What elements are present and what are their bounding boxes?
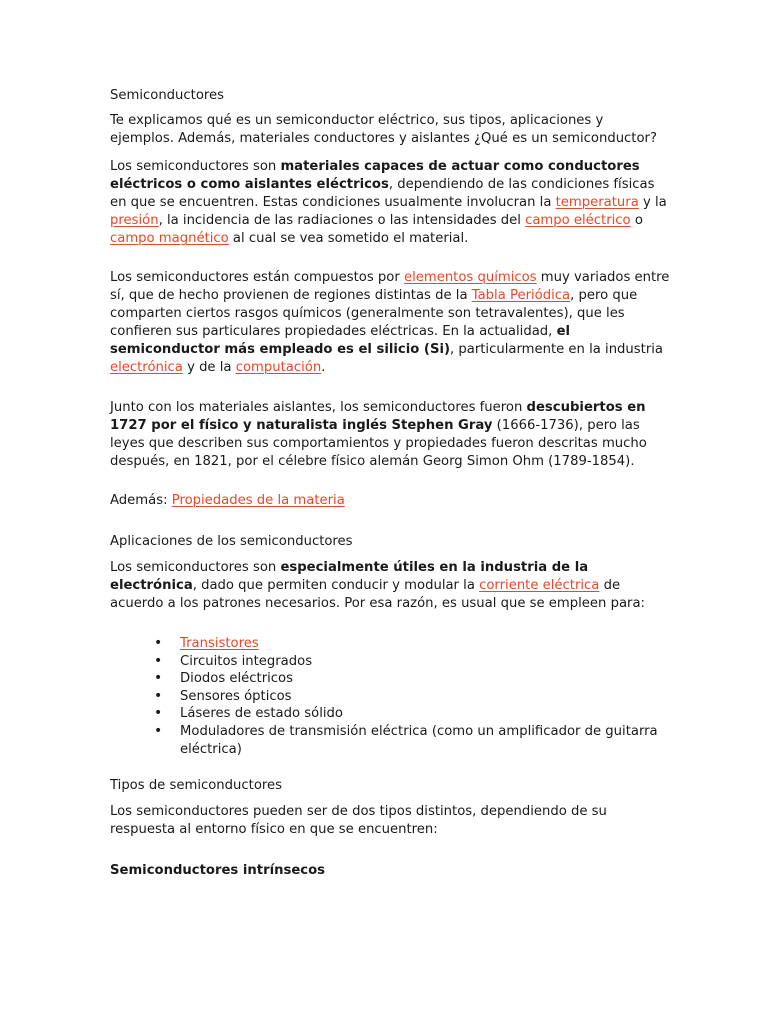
heading-intrinsecos: Semiconductores intrínsecos xyxy=(110,863,326,878)
link-temperatura[interactable]: temperatura xyxy=(555,195,639,210)
list-item: • Diodos eléctricos xyxy=(110,670,670,688)
text-span: de acuerdo a los patrones necesarios. Por esa razón, es usual que se empleen para: xyxy=(110,578,645,611)
list-item: • Láseres de estado sólido xyxy=(110,705,670,723)
text-span: al cual se vea sometido el material. xyxy=(228,231,469,246)
composition-paragraph xyxy=(110,269,670,377)
list-item: • Sensores ópticos xyxy=(110,688,670,706)
definition-paragraph xyxy=(110,158,670,248)
applications-paragraph xyxy=(110,559,670,613)
text-span: , dependiendo de las condiciones físicas en que se encuentren. Estas condiciones usualmente involucran la xyxy=(110,177,655,210)
list-item: • Circuitos integrados xyxy=(110,653,670,671)
link-presion[interactable]: presión xyxy=(110,213,159,228)
text-span: (1666-1736), pero las leyes que describen sus comportamientos y propiedades fueron descritas mucho después, en 1821, por el célebre físico alemán Georg Simon Ohm (1789-1854). xyxy=(110,418,647,469)
bold-text: materiales capaces de actuar como conductores eléctricos o como aislantes eléctricos xyxy=(110,159,640,192)
link-campo-electrico[interactable]: campo eléctrico xyxy=(525,213,631,228)
bold-text: descubiertos en 1727 por el físico y naturalista inglés Stephen Gray xyxy=(110,400,646,433)
link-propiedades-materia[interactable]: Propiedades de la materia xyxy=(171,493,345,508)
text-span: , particularmente en la industria xyxy=(450,342,663,357)
text-span: , dado que permiten conducir y modular la xyxy=(192,578,480,593)
bold-text: especialmente útiles en la industria de la electrónica xyxy=(110,560,589,593)
text-span: Junto con los materiales aislantes, los semiconductores fueron xyxy=(110,400,527,415)
text-span: Los semiconductores son xyxy=(110,560,281,575)
text-span: y la xyxy=(638,195,667,210)
list-item xyxy=(110,635,670,653)
history-paragraph xyxy=(110,399,670,471)
document-title: Semiconductores xyxy=(110,88,225,103)
text-span: y de la xyxy=(182,360,236,375)
text-span: Los semiconductores son xyxy=(110,159,281,174)
text-span: o xyxy=(630,213,643,228)
text-span: , la incidencia de las radiaciones o las intensidades del xyxy=(158,213,526,228)
types-paragraph: Los semiconductores pueden ser de dos tipos distintos, dependiendo de su respuesta al entorno físico en que se encuentren: xyxy=(110,804,607,837)
link-elementos-quimicos[interactable]: elementos químicos xyxy=(403,270,537,285)
list-item: • Moduladores de transmisión eléctrica (como un amplificador de guitarra eléctrica) xyxy=(110,723,670,758)
bold-text: el semiconductor más empleado es el silicio (Si) xyxy=(110,324,571,357)
see-also-label: Además: xyxy=(110,493,172,508)
link-electronica[interactable]: electrónica xyxy=(110,360,183,375)
see-also-line xyxy=(110,492,670,510)
link-computacion[interactable]: computación xyxy=(235,360,322,375)
link-corriente-electrica[interactable]: corriente eléctrica xyxy=(479,578,600,593)
heading-aplicaciones: Aplicaciones de los semiconductores xyxy=(110,534,353,549)
text-span: . xyxy=(321,360,326,375)
text-span: Los semiconductores están compuestos por xyxy=(110,270,404,285)
link-transistores[interactable]: Transistores xyxy=(180,636,259,651)
applications-list xyxy=(110,635,670,758)
heading-tipos: Tipos de semiconductores xyxy=(110,778,282,793)
intro-paragraph: Te explicamos qué es un semiconductor eléctrico, sus tipos, aplicaciones y ejemplos. Además, materiales conductores y aislantes ¿Qué es un semiconductor? xyxy=(110,113,657,146)
link-tabla-periodica[interactable]: Tabla Periódica xyxy=(471,288,571,303)
link-campo-magnetico[interactable]: campo magnético xyxy=(110,231,229,246)
text-span: muy variados entre sí, que de hecho provienen de regiones distintas de la xyxy=(110,270,670,303)
text-span: , pero que comparten ciertos rasgos químicos (generalmente son tetravalentes), que les confieren sus particulares propiedades eléctricas. En la actualidad, xyxy=(110,288,638,339)
